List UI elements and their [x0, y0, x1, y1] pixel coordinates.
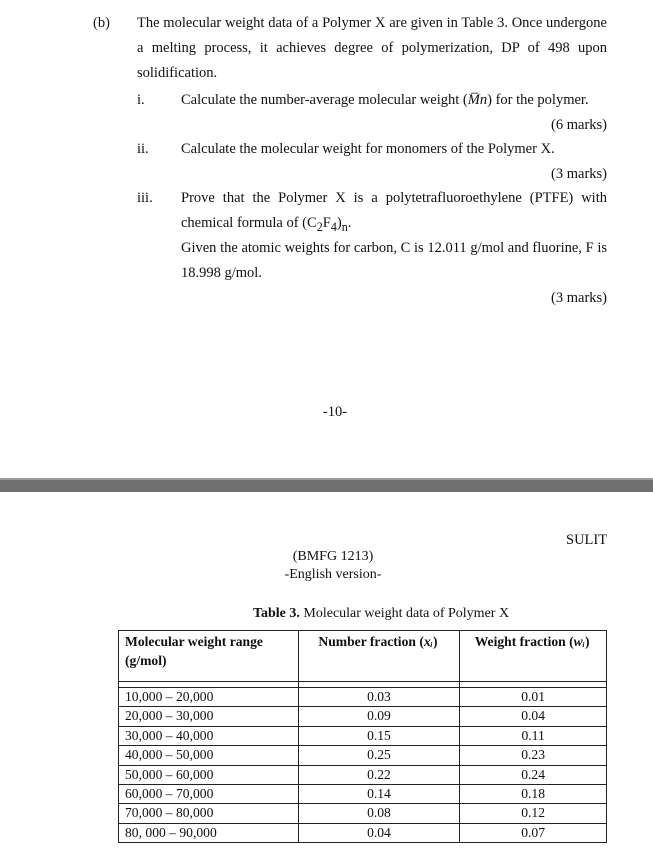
part-i-marks: (6 marks) — [551, 117, 607, 133]
part-ii-marks: (3 marks) — [551, 166, 607, 182]
part-i-text — [181, 88, 589, 113]
intro-line-2: a melting process, it achieves degree of polymerization, DP of 498 upon — [137, 40, 607, 56]
question-label: (b) — [93, 15, 110, 31]
part-i-number: i. — [137, 92, 145, 108]
range-cell: 50,000 – 60,000 — [119, 765, 299, 784]
header-col2-end: ) — [432, 634, 438, 649]
table-caption-text: Molecular weight data of Polymer X — [299, 606, 510, 621]
page-separator — [0, 478, 653, 492]
page-number: -10- — [322, 404, 348, 420]
range-cell: 10,000 – 20,000 — [119, 688, 299, 707]
table-row — [119, 785, 607, 804]
range-cell: 60,000 – 70,000 — [119, 785, 299, 804]
intro-line-1: The molecular weight data of a Polymer X are given in Table 3. Once undergone — [137, 15, 607, 31]
page-separator-highlight — [0, 478, 653, 480]
formula-close: ) — [336, 215, 342, 231]
weight-fraction-cell: 0.11 — [460, 726, 607, 745]
formula-f: F — [322, 215, 331, 231]
sulit-label: SULIT — [566, 532, 608, 548]
part-ii-text: Calculate the molecular weight for monomers of the Polymer X. — [181, 141, 555, 157]
header-col1-line2: (g/mol) — [125, 653, 167, 668]
number-fraction-cell: 0.14 — [298, 785, 460, 804]
number-fraction-cell: 0.15 — [298, 726, 460, 745]
header-col1-line1: Molecular weight range — [125, 634, 263, 649]
formula-sub-f: 4 — [330, 219, 337, 234]
part-i-text-after: ) for the polymer. — [487, 92, 589, 108]
weight-fraction-cell: 0.01 — [460, 688, 607, 707]
part-iii-line-4: 18.998 g/mol. — [181, 265, 262, 281]
table-header-row — [119, 631, 607, 682]
header-molecular-weight-range — [119, 631, 299, 682]
mn-symbol: M̅n — [467, 92, 488, 108]
range-cell: 80, 000 – 90,000 — [119, 823, 299, 842]
weight-fraction-cell: 0.12 — [460, 804, 607, 823]
course-code: (BMFG 1213) — [292, 549, 374, 564]
table-row — [119, 746, 607, 765]
part-iii-number: iii. — [137, 190, 153, 206]
table-row — [119, 804, 607, 823]
weight-fraction-cell: 0.23 — [460, 746, 607, 765]
molecular-weight-table — [118, 630, 607, 843]
weight-fraction-cell: 0.18 — [460, 785, 607, 804]
header-col3-text: Weight fraction ( — [474, 634, 574, 649]
formula-end: . — [347, 215, 352, 231]
number-fraction-cell: 0.09 — [298, 707, 460, 726]
part-ii-number: ii. — [137, 141, 149, 157]
part-iii-line-3: Given the atomic weights for carbon, C is 12.011 g/mol and fluorine, F is — [181, 240, 607, 256]
formula-sub-n: n — [341, 219, 348, 234]
header-col2-text: Number fraction ( — [318, 634, 424, 649]
weight-fraction-cell: 0.24 — [460, 765, 607, 784]
part-iii-line-1: Prove that the Polymer X is a polytetrafluoroethylene (PTFE) with — [181, 190, 607, 206]
part-iii-marks: (3 marks) — [551, 290, 607, 306]
header-weight-fraction — [460, 631, 607, 682]
weight-fraction-cell: 0.07 — [460, 823, 607, 842]
weight-fraction-cell: 0.04 — [460, 707, 607, 726]
table-row — [119, 726, 607, 745]
header-number-fraction — [298, 631, 460, 682]
version-label: -English version- — [284, 567, 382, 582]
range-cell: 30,000 – 40,000 — [119, 726, 299, 745]
formula-sub-c: 2 — [316, 219, 323, 234]
range-cell: 20,000 – 30,000 — [119, 707, 299, 726]
range-cell: 70,000 – 80,000 — [119, 804, 299, 823]
table-caption-number: Table 3. — [252, 606, 300, 621]
table-row — [119, 688, 607, 707]
xi-symbol: xᵢ — [423, 634, 433, 649]
table-caption — [118, 605, 644, 623]
range-cell: 40,000 – 50,000 — [119, 746, 299, 765]
table-row — [119, 823, 607, 842]
number-fraction-cell: 0.03 — [298, 688, 460, 707]
number-fraction-cell: 0.22 — [298, 765, 460, 784]
wi-symbol: wᵢ — [573, 634, 586, 649]
number-fraction-cell: 0.25 — [298, 746, 460, 765]
number-fraction-cell: 0.04 — [298, 823, 460, 842]
formula-prefix: chemical formula of (C — [181, 215, 317, 231]
intro-line-3: solidification. — [137, 65, 218, 81]
number-fraction-cell: 0.08 — [298, 804, 460, 823]
table-row — [119, 765, 607, 784]
part-i-text-before: Calculate the number-average molecular weight ( — [181, 92, 468, 108]
header-col3-end: ) — [585, 634, 590, 649]
table-row — [119, 707, 607, 726]
